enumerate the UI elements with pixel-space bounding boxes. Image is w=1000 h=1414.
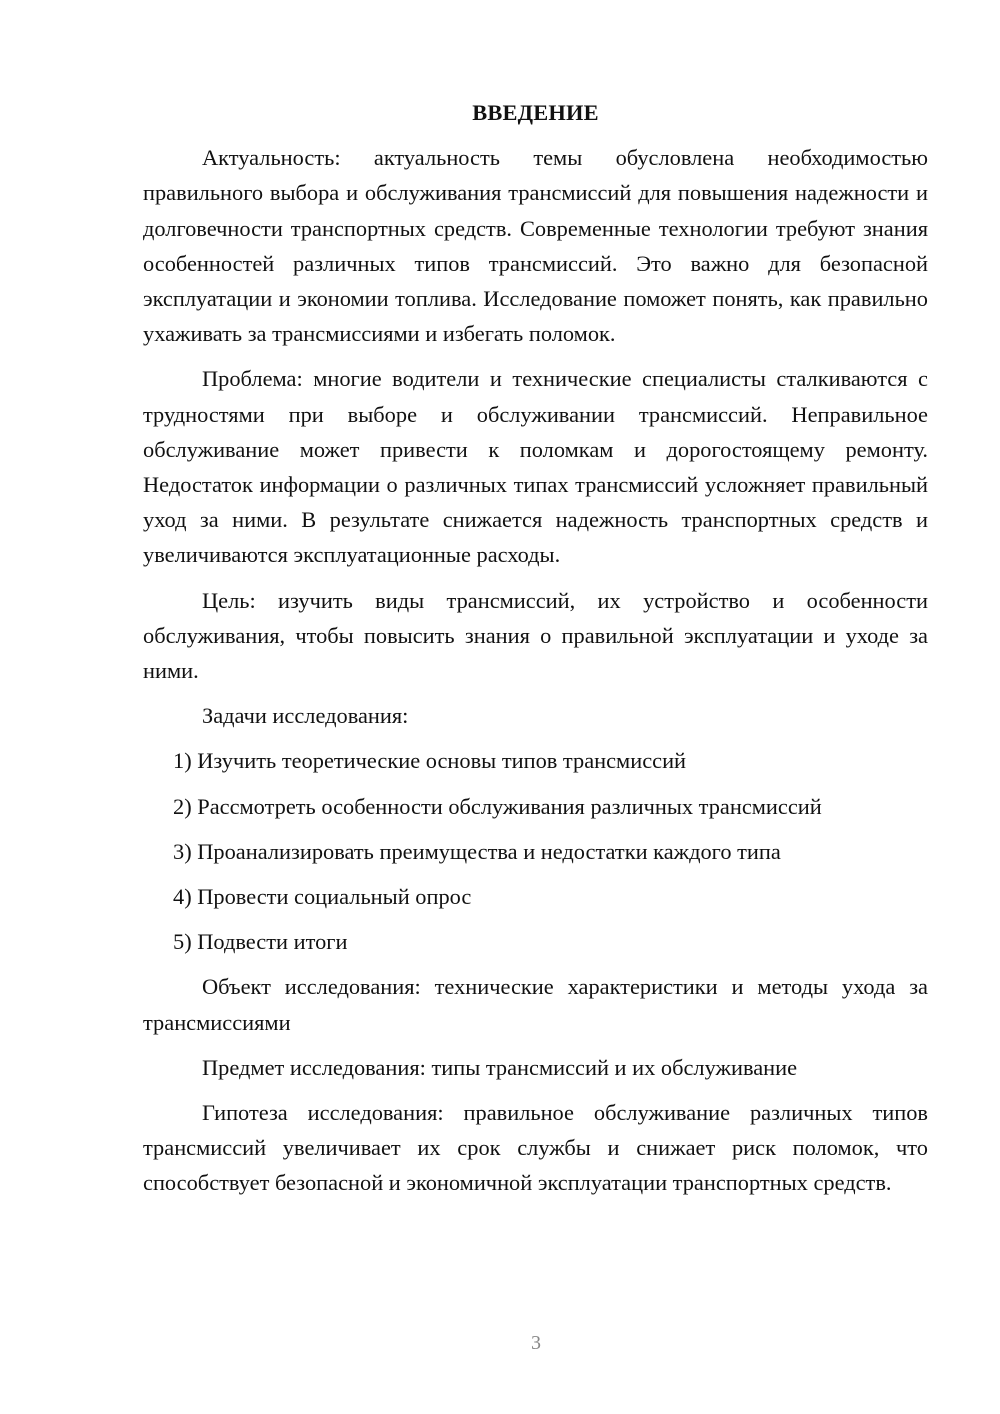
task-item: 4) Провести социальный опрос <box>173 884 472 910</box>
page-title: ВВЕДЕНИЕ <box>472 100 599 125</box>
goal-paragraph: Цель: изучить виды трансмиссий, их устройство и особенности обслуживания, чтобы повысить знания о правильной эксплуатации и уходе за ними. <box>143 587 928 684</box>
subject-paragraph: Предмет исследования: типы трансмиссий и их обслуживание <box>202 1054 798 1080</box>
tasks-title: Задачи исследования: <box>202 703 409 729</box>
tasks-list <box>143 743 928 959</box>
problem-paragraph: Проблема: многие водители и технические специалисты сталкиваются с трудностями при выборе и обслуживании трансмиссий. Неправильное обслуживание может привести к поломкам и дорогостоящему ремонту. Недостаток информации о различных типах трансмиссий усложняет правильный уход за ними. В результате снижается надежность транспортных средств и увеличиваются эксплуатационные расходы. <box>143 366 928 568</box>
hypothesis-paragraph: Гипотеза исследования: правильное обслуживание различных типов трансмиссий увеличивает их срок службы и снижает риск поломок, что способствует безопасной и экономичной эксплуатации транспортных средств. <box>143 1100 928 1196</box>
task-item: 3) Проанализировать преимущества и недостатки каждого типа <box>173 838 781 864</box>
document-page <box>143 95 928 1211</box>
relevance-paragraph: Актуальность: актуальность темы обусловлена необходимостью правильного выбора и обслуживания трансмиссий для повышения надежности и долговечности транспортных средств. Современные технологии требуют знания особенностей различных типов трансмиссий. Это важно для безопасной эксплуатации и экономии топлива. Исследование поможет понять, как правильно ухаживать за трансмиссиями и избегать поломок. <box>143 145 928 347</box>
task-item: 5) Подвести итоги <box>173 929 348 955</box>
page-number: 3 <box>531 1332 541 1354</box>
task-item: 1) Изучить теоретические основы типов трансмиссий <box>173 748 687 774</box>
object-paragraph: Объект исследования: технические характеристики и методы ухода за трансмиссиями <box>143 974 928 1035</box>
task-item: 2) Рассмотреть особенности обслуживания различных трансмиссий <box>173 793 822 819</box>
